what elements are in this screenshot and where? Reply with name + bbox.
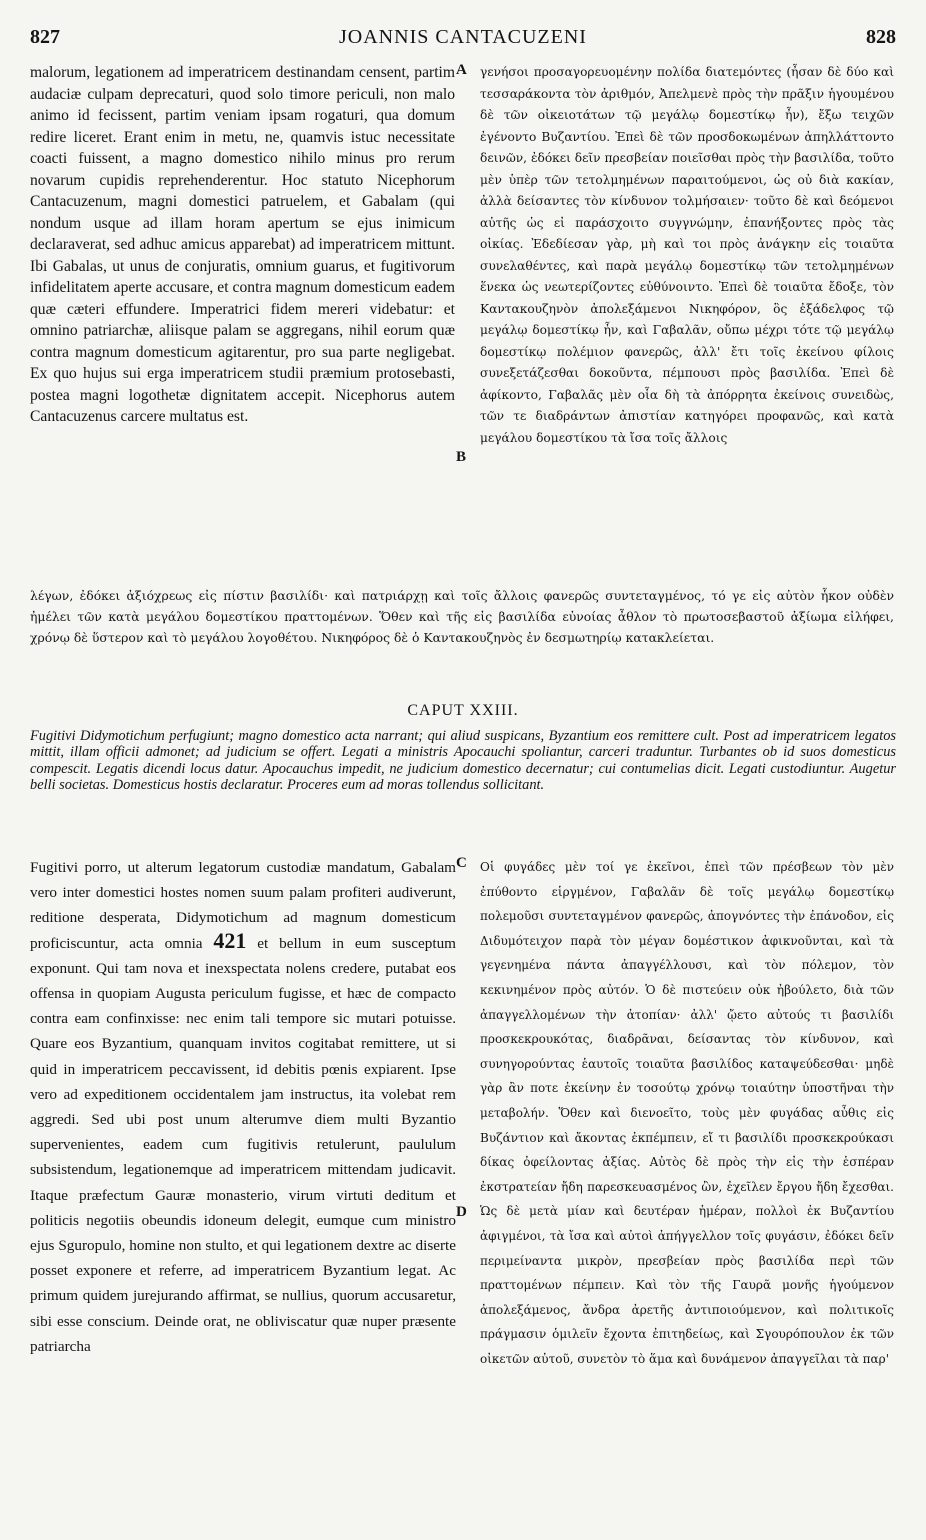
greek-text-top: γενήσοι προσαγορευομένην πολίδα διατεμόντες (ἦσαν δὲ δύο καὶ τεσσαράκοντα τὸν ἀριθμόν, Ἀπελμενὲ πρὸς τὴν πρᾶξιν ἡγουμένου δὲ τῶν οἰκειοτάτων τῷ μεγάλῳ δομεστίκῳ ἦν), ἔξω τειχῶν ἐγένοντο Βυζαντίου. Ἐπεὶ δὲ τῶν προσδοκωμένων ἀπηλλάττοντο δεινῶν, ἐδόκει δεῖν πρεσβείαν ποιεῖσθαι πρὸς τὴν βασιλίδα, τοῦτο μὲν ὑπὲρ τῶν τετολμημένων παραιτούμενοι, ὡς οὐ διὰ κακίαν, ἀλλὰ δείσαντες τὸν κίνδυνον τολμήσαιεν· τοῦτο δὲ καὶ δεόμενοι αὐτῆς ὡς εἰ παράσχοιτο συγγνώμην, ἐπανήξοντες πρὸς τὰς οἰκίας. Ἐδεδίεσαν γὰρ, μὴ καὶ τοι πρὸς ἀνάγκην εἰς τοιαῦτα συνελαθέντες, καὶ παρὰ μεγάλῳ δομεστίκῳ τῶν τετολμημένων ἕνεκα ὡς νεωτερίζοντες εὐθύνοιντο. Ἐπεὶ δὲ τοιαῦτα ἔδοξε, τὸν Καντακουζηνὸν ἀπολεξάμενοι Νικηφόρον, ὃς ἐξάδελφος τῷ μεγάλῳ δομεστίκῳ ἦν, καὶ Γαβαλᾶν, οὔπω μέχρι τότε τῷ μεγάλῳ δομεστίκῳ πολέμιον φανερῶς, ἀλλ' ἔτι τοῖς ἐκείνου φίλοις συνεξετάζεσθαι δοκοῦντα, πέμπουσι πρὸς βασιλίδα. Ἐπεὶ δὲ ἀφίκοντο, Γαβαλᾶς μὲν οἷα δὴ τὰ ἀπόρρητα ἐκείνοις συνειδὼς, τῶν τε διαδράντων ἀπιστίαν κατηγόρει προφανῶς, καὶ κατὰ μεγάλου δομεστίκου τὰ ἴσα τοῖς ἄλλοις bbox=[480, 65, 894, 445]
running-header bbox=[30, 26, 896, 54]
greek-column-top bbox=[480, 62, 894, 590]
greek-text-full: λέγων, ἐδόκει ἀξιόχρεως εἰς πίστιν βασιλίδι· καὶ πατριάρχῃ καὶ τοῖς ἄλλοις φανερῶς συντεταγμένος, τό γε εἰς αὐτὸν ἧκον οὐδὲν ἠμέλει τῶν κατὰ μεγάλου δομεστίκου πραττομένων. Ὅθεν καὶ τῆς εἰς βασιλίδα εὐνοίας ἆθλον τὸ πρωτοσεβαστοῦ ἀξίωμα εἰλήφει, χρόνῳ δὲ ὕστερον καὶ τὸ μεγάλου λογοθέτου. Νικηφόρος δὲ ὁ Καντακουζηνὸς ἐν δεσμωτηρίῳ κατακλείεται. bbox=[30, 588, 894, 646]
chapter-heading: CAPUT XXIII. bbox=[407, 702, 519, 719]
left-page-number: 827 bbox=[30, 26, 60, 48]
latin-text-bottom bbox=[30, 855, 456, 1359]
right-page-number: 828 bbox=[866, 26, 896, 48]
margin-marker-d: D bbox=[456, 1204, 467, 1220]
greek-full-width-paragraph bbox=[30, 585, 894, 649]
latin-column-top bbox=[30, 62, 455, 590]
inline-page-number: 421 bbox=[213, 927, 247, 953]
greek-column-bottom bbox=[480, 855, 894, 1371]
running-title: JOANNIS CANTACUZENI bbox=[339, 26, 587, 48]
chapter-summary: Fugitivi Didymotichum perfugiunt; magno domestico acta narrant; qui aliud suspicans, Byzantium eos remittere cult. Post ad imperatricem legatos mittit, illam officii admonet; ad judicium se offert. Legati a ministris Apocauchi spoliantur, carceri traduntur. Turbantes ob id suos domesticus compescit. Legatis dicendi locus datur. Apocauchus impedit, ne judicium domestico decernatur; cui contumelias dicit. Legati custodiuntur. Augetur belli societas. Domesticus hostis declaratur. Proceres eum ad moras tollendus sollicitant. bbox=[30, 728, 896, 794]
margin-marker-b: B bbox=[456, 449, 467, 465]
latin-text-bottom-part-b: et bellum in eum susceptum exponunt. Qui tam nova et inexspectata nolens credere, putabat eos offensa in quopiam Augusta periculum fugisse, et hæc de compacto contra eam confinxisse: nec enim tali tempore sic mutari potuisse. Quare eos Byzantium, quanquam invitos cogitabat remittere, ut si quid in imperatricem peccavissent, id debitis pœnis expiarent. Ipse vero ad expeditionem occidentalem jam instructus, ita volebat rem aggredi. Sed ubi post unum alterumve diem multi Byzantio supervenientes, eadem cum fugitivis retulerunt, paululum subsistendum, legationemque ad imperatricem mittendam judicavit. Itaque præfectum Gauræ monasterio, virum virtuti deditum et politicis negotiis obeundis idoneum delegit, eumque cum ministro ejus Sguropulo, homine non stulto, et qui legationem dextre ac diserte posset exponere et referre, ad imperatricem Byzantium legat. Ac primum quidem jurejurando affirmat, se nullius, quorum accusaretur, sibi esse conscium. Deinde orat, ne obliviscatur quæ nuper præsente patriarcha bbox=[30, 934, 456, 1355]
margin-marker-a: A bbox=[456, 62, 467, 78]
greek-text-bottom: Οἱ φυγάδες μὲν τοί γε ἐκεῖνοι, ἐπεὶ τῶν πρέσβεων τὸν μὲν ἐπύθοντο εἱργμένον, Γαβαλᾶν δὲ τοῖς μεγάλῳ δομεστίκῳ πολεμοῦσι συντεταγμένον φανερῶς, ἀπογνόντες τὴν ἐπάνοδον, εἰς Διδυμότειχον παρὰ τὸν μέγαν δομέστικον ἀφικνοῦνται, καὶ τὰ γεγενημένα πάντα ἀπαγγέλλουσι, καὶ τὸν πόλεμον, τὸν κεκινημένον πρὸς αὐτόν. Ὁ δὲ πιστεύειν οὐκ ἠβούλετο, διὰ τῶν ἀπαγγελλομένων τὴν ἀτοπίαν· ἀλλ' ᾤετο αὐτούς τι βασιλίδι προσκεκρουκότας, διαδρᾶναι, δείσαντας τὸν κίνδυνον, καὶ συνηγορούντας ἑαυτοῖς τοιαῦτα βασιλίδος καταψεύδεσθαι· μηδὲ γὰρ ἂν ποτε ἐκείνην ἐν τοσούτῳ χρόνῳ τοιαύτην ὑποστῆναι τὴν μεταβολήν. Ὅθεν καὶ διενοεῖτο, τοὺς μὲν φυγάδας αὖθις εἰς Βυζάντιον καὶ ἄκοντας ἐκπέμπειν, εἴ τι βασιλίδι προσκεκρούκασι δίκας ὀφείλοντας ἀξίας. Αὐτὸς δὲ πρὸς τὴν εἰς τὴν ἑσπέραν ἐκστρατείαν ἤδη παρεσκευασμένος ὢν, ἐχεῖλεν ἔργου ἤδη ἔχεσθαι. Ὡς δὲ μετὰ μίαν καὶ δευτέραν ἡμέραν, πολλοὶ ἐκ Βυζαντίου ἀφιγμένοι, τὰ ἴσα καὶ αὐτοὶ ἀπήγγελλον τοῖς φυγάσιν, ἐδόκει δεῖν περιμείναντα μικρὸν, πρεσβείαν πρὸς βασιλίδα περὶ τῶν πραττομένων πέμπειν. Καὶ τὸν τῆς Γαυρᾶ μονῆς ἡγούμενον ἀπολεξάμενος, ἄνδρα ἀρετῆς ἀντιποιούμενον, καὶ πολιτικοῖς πράγμασιν ὁμιλεῖν ἔχοντα ἐπιτηδείως, καὶ Σγουρόπουλον ἐκ τῶν οἰκετῶν αὐτοῦ, συνετὸν τὸ ἅμα καὶ δυνάμενον ἀπαγγεῖλαι τὰ παρ' bbox=[480, 860, 894, 1366]
latin-text-top: malorum, legationem ad imperatricem destinandam censent, partim audaciæ culpam deprecaturi, quod solo timore periculi, non malo animo id fecissent, partim veniam ipsam rogaturi, qua domum redire liceret. Erant enim in metu, ne, quamvis istuc necessitate coacti fuissent, a magno domestico nihilo minus pro rerum novarum cupidis reprehenderentur. Hoc statuto Nicephorum Cantacuzenum, magni domestici patruelem, et Gabalam (qui nondum usque ad illam horam apertum se ejus inimicum declaraverat, sed adhuc amicus apparebat) ad imperatricem mittunt. Ibi Gabalas, ut unus de conjuratis, omnium guarus, et fugitivorum infidelitatem aperte accusare, et contra magnum domesticum eadem quæ cæteri effundere. Imperatrici fidem mereri videbatur: et omnino patriarchæ, aliisque palam se aggregans, nihil eorum quæ contra magnum domesticum agitarentur, pro sua parte negligebat. Ex quo hujus sui erga imperatricem studii præmium protosebasti, postea magni logothetæ dignitatem accepit. Nicephorus autem Cantacuzenus carcere multatus est. bbox=[30, 64, 455, 425]
margin-marker-c: C bbox=[456, 855, 467, 871]
latin-text-bottom-part-a: Fugitivi porro, ut alterum legatorum custodiæ mandatum, Gabalam vero inter domestici hostes nomen suum palam profiteri audiverunt, reditione desperata, Didymotichum ad magnum domesticum proficiscuntur, acta omnia bbox=[30, 859, 456, 952]
latin-column-bottom bbox=[30, 855, 456, 1359]
